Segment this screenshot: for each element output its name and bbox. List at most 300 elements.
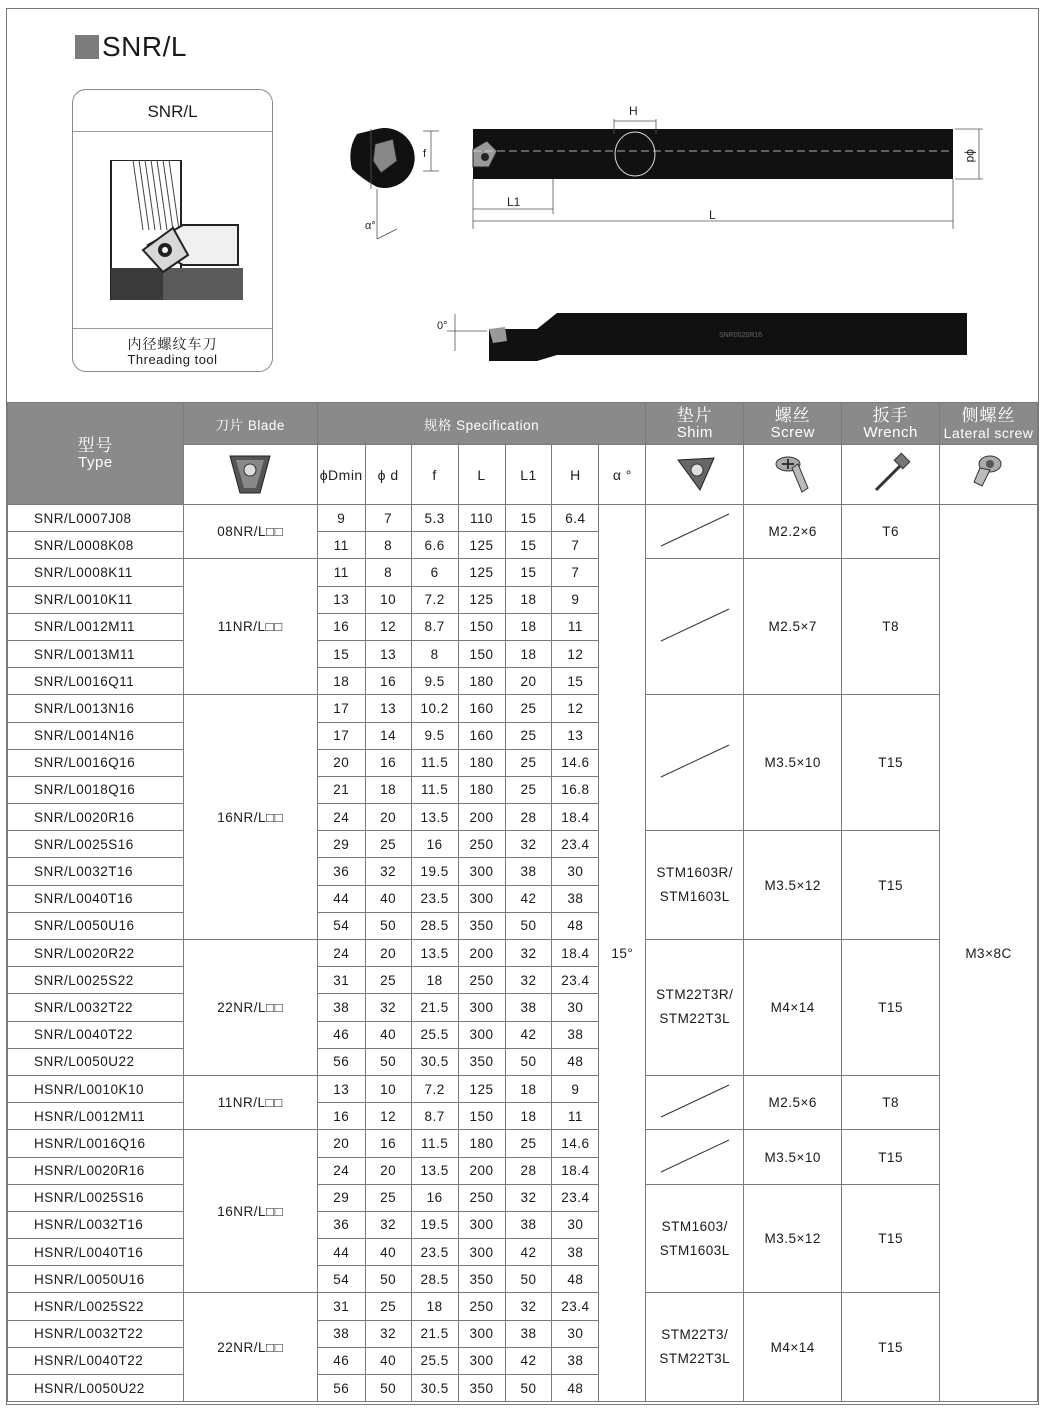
- cell-dmin: 15: [317, 640, 365, 667]
- subheader-alpha: α °: [599, 445, 646, 505]
- cell-f: 9.5: [411, 668, 458, 695]
- cell-L1: 15: [505, 559, 552, 586]
- table-row: [8, 695, 1038, 722]
- top-section: [7, 9, 1038, 402]
- cell-L1: 18: [505, 1075, 552, 1102]
- cell-L1: 50: [505, 1375, 552, 1402]
- cell-L1: 18: [505, 640, 552, 667]
- cell-L: 150: [458, 640, 505, 667]
- cell-f: 8: [411, 640, 458, 667]
- cell-d: 50: [365, 1266, 411, 1293]
- cell-d: 20: [365, 804, 411, 831]
- cell-L1: 25: [505, 1130, 552, 1157]
- wrench-icon: [842, 445, 940, 505]
- cell-dmin: 24: [317, 940, 365, 967]
- cell-H: 48: [552, 912, 599, 939]
- cell-d: 32: [365, 858, 411, 885]
- cell-L: 300: [458, 1320, 505, 1347]
- cell-H: 23.4: [552, 1293, 599, 1320]
- cell-f: 16: [411, 831, 458, 858]
- shim-icon: [646, 445, 744, 505]
- cell-type: SNR/L0008K11: [8, 559, 184, 586]
- cell-d: 50: [365, 1375, 411, 1402]
- cell-d: 25: [365, 1293, 411, 1320]
- cell-wrench: T15: [842, 831, 940, 940]
- cell-d: 7: [365, 505, 411, 532]
- cell-f: 25.5: [411, 1021, 458, 1048]
- cell-L: 180: [458, 776, 505, 803]
- cell-type: SNR/L0050U16: [8, 912, 184, 939]
- cell-d: 16: [365, 1130, 411, 1157]
- cell-dmin: 17: [317, 722, 365, 749]
- cell-L: 160: [458, 722, 505, 749]
- cell-H: 12: [552, 640, 599, 667]
- cell-dmin: 44: [317, 885, 365, 912]
- cell-L1: 18: [505, 613, 552, 640]
- cell-screw: M4×14: [744, 1293, 842, 1402]
- cell-H: 18.4: [552, 1157, 599, 1184]
- cell-type: SNR/L0050U22: [8, 1048, 184, 1075]
- cell-shim: STM22T3/ STM22T3L: [646, 1293, 744, 1402]
- cell-L: 250: [458, 1293, 505, 1320]
- cell-L: 300: [458, 1347, 505, 1374]
- subheader-d: ϕ d: [365, 445, 411, 505]
- cell-L: 250: [458, 1184, 505, 1211]
- no-shim-slash: [657, 1081, 733, 1121]
- card-divider: [73, 328, 272, 329]
- cell-screw: M3.5×12: [744, 1184, 842, 1293]
- cell-f: 23.5: [411, 885, 458, 912]
- blade-icon: [183, 445, 317, 505]
- cell-type: SNR/L0025S16: [8, 831, 184, 858]
- cell-L: 200: [458, 1157, 505, 1184]
- cell-f: 21.5: [411, 994, 458, 1021]
- cell-dmin: 29: [317, 831, 365, 858]
- dim-L1-label: L1: [507, 195, 521, 209]
- cell-L1: 50: [505, 1048, 552, 1075]
- cell-H: 14.6: [552, 749, 599, 776]
- cell-H: 11: [552, 1103, 599, 1130]
- cell-blade: 11NR/L□□: [183, 559, 317, 695]
- cell-shim-none: [646, 695, 744, 831]
- cell-f: 13.5: [411, 940, 458, 967]
- cell-d: 16: [365, 668, 411, 695]
- cell-type: SNR/L0040T22: [8, 1021, 184, 1048]
- cell-wrench: T8: [842, 559, 940, 695]
- cell-L: 110: [458, 505, 505, 532]
- cell-f: 7.2: [411, 1075, 458, 1102]
- cell-H: 7: [552, 532, 599, 559]
- cell-dmin: 24: [317, 1157, 365, 1184]
- cell-shim: STM1603/ STM1603L: [646, 1184, 744, 1293]
- cell-L: 300: [458, 858, 505, 885]
- cell-dmin: 44: [317, 1239, 365, 1266]
- subheader-f: f: [411, 445, 458, 505]
- cell-type: HSNR/L0050U16: [8, 1266, 184, 1293]
- no-shim-slash: [657, 1136, 733, 1176]
- cell-blade: 16NR/L□□: [183, 695, 317, 940]
- cell-screw: M3.5×10: [744, 1130, 842, 1184]
- cell-L1: 28: [505, 804, 552, 831]
- cell-d: 32: [365, 994, 411, 1021]
- cell-type: HSNR/L0020R16: [8, 1157, 184, 1184]
- cell-wrench: T15: [842, 1130, 940, 1184]
- cell-shim-none: [646, 1130, 744, 1184]
- cell-dmin: 54: [317, 1266, 365, 1293]
- cell-screw: M4×14: [744, 940, 842, 1076]
- cell-L: 300: [458, 1239, 505, 1266]
- no-shim-slash: [657, 510, 733, 550]
- header-type: 型号 Type: [8, 403, 184, 505]
- table-row: [8, 940, 1038, 967]
- cell-screw: M2.5×6: [744, 1075, 842, 1129]
- cell-dmin: 20: [317, 1130, 365, 1157]
- tool-card: [72, 89, 273, 372]
- cell-d: 50: [365, 1048, 411, 1075]
- cell-d: 32: [365, 1320, 411, 1347]
- cell-dmin: 9: [317, 505, 365, 532]
- cell-L: 250: [458, 831, 505, 858]
- cell-H: 16.8: [552, 776, 599, 803]
- cell-H: 23.4: [552, 1184, 599, 1211]
- cell-L: 300: [458, 1211, 505, 1238]
- cell-L1: 32: [505, 1293, 552, 1320]
- title-marker-square: [75, 35, 99, 59]
- cell-d: 40: [365, 1347, 411, 1374]
- subheader-dmin: ϕDmin: [317, 445, 365, 505]
- cell-type: SNR/L0020R22: [8, 940, 184, 967]
- cell-H: 11: [552, 613, 599, 640]
- cell-dmin: 29: [317, 1184, 365, 1211]
- cell-type: SNR/L0014N16: [8, 722, 184, 749]
- cell-H: 9: [552, 586, 599, 613]
- cell-d: 40: [365, 1239, 411, 1266]
- subheader-L: L: [458, 445, 505, 505]
- cell-L1: 25: [505, 776, 552, 803]
- cell-type: SNR/L0016Q16: [8, 749, 184, 776]
- cell-f: 28.5: [411, 1266, 458, 1293]
- cell-dmin: 54: [317, 912, 365, 939]
- cell-d: 12: [365, 613, 411, 640]
- spec-table: [7, 402, 1038, 1402]
- cell-wrench: T15: [842, 940, 940, 1076]
- cell-f: 13.5: [411, 804, 458, 831]
- cell-d: 40: [365, 1021, 411, 1048]
- cell-blade: 11NR/L□□: [183, 1075, 317, 1129]
- cell-type: SNR/L0012M11: [8, 613, 184, 640]
- cell-dmin: 11: [317, 532, 365, 559]
- cell-H: 14.6: [552, 1130, 599, 1157]
- cell-dmin: 11: [317, 559, 365, 586]
- cell-H: 7: [552, 559, 599, 586]
- cell-d: 32: [365, 1211, 411, 1238]
- cell-type: SNR/L0013N16: [8, 695, 184, 722]
- cell-f: 30.5: [411, 1048, 458, 1075]
- cell-type: SNR/L0013M11: [8, 640, 184, 667]
- cell-d: 13: [365, 695, 411, 722]
- cell-type: SNR/L0016Q11: [8, 668, 184, 695]
- subheader-L1: L1: [505, 445, 552, 505]
- cell-H: 48: [552, 1266, 599, 1293]
- table-row: [8, 1130, 1038, 1157]
- cell-shim-none: [646, 559, 744, 695]
- cell-f: 28.5: [411, 912, 458, 939]
- cell-f: 30.5: [411, 1375, 458, 1402]
- cell-L1: 18: [505, 1103, 552, 1130]
- cell-H: 23.4: [552, 967, 599, 994]
- dim-L-label: L: [709, 208, 716, 222]
- cell-f: 25.5: [411, 1347, 458, 1374]
- cell-f: 10.2: [411, 695, 458, 722]
- cell-L1: 25: [505, 695, 552, 722]
- cell-L: 150: [458, 613, 505, 640]
- cell-type: SNR/L0040T16: [8, 885, 184, 912]
- cell-dmin: 13: [317, 586, 365, 613]
- cell-f: 19.5: [411, 858, 458, 885]
- cell-d: 10: [365, 586, 411, 613]
- cell-dmin: 31: [317, 1293, 365, 1320]
- cell-H: 15: [552, 668, 599, 695]
- cell-d: 14: [365, 722, 411, 749]
- table-row: [8, 1293, 1038, 1320]
- table-row: [8, 831, 1038, 858]
- cell-L: 180: [458, 668, 505, 695]
- cell-H: 30: [552, 858, 599, 885]
- header-lateral-screw: 侧螺丝 Lateral screw: [940, 403, 1038, 445]
- dim-alpha-label: α°: [365, 220, 376, 232]
- cell-L1: 25: [505, 749, 552, 776]
- cell-L: 125: [458, 586, 505, 613]
- page-title: [75, 31, 187, 63]
- dim-zero-label: 0°: [437, 320, 448, 332]
- cell-type: HSNR/L0025S16: [8, 1184, 184, 1211]
- lateral-screw-icon: [940, 445, 1038, 505]
- cell-f: 6: [411, 559, 458, 586]
- cell-H: 6.4: [552, 505, 599, 532]
- cell-dmin: 16: [317, 613, 365, 640]
- cell-dmin: 56: [317, 1048, 365, 1075]
- cell-screw: M3.5×10: [744, 695, 842, 831]
- cell-dmin: 36: [317, 1211, 365, 1238]
- cell-type: HSNR/L0050U22: [8, 1375, 184, 1402]
- cell-L1: 38: [505, 994, 552, 1021]
- header-specification: 规格 Specification: [317, 403, 646, 445]
- cell-lateral-screw: M3×8C: [940, 505, 1038, 1402]
- cell-f: 23.5: [411, 1239, 458, 1266]
- cell-f: 18: [411, 967, 458, 994]
- no-shim-slash: [657, 741, 733, 781]
- cell-type: HSNR/L0032T16: [8, 1211, 184, 1238]
- technical-drawing: [327, 89, 1007, 389]
- cell-L1: 28: [505, 1157, 552, 1184]
- subheader-H: H: [552, 445, 599, 505]
- cell-L1: 38: [505, 858, 552, 885]
- header-wrench: 扳手 Wrench: [842, 403, 940, 445]
- cell-f: 9.5: [411, 722, 458, 749]
- cell-d: 20: [365, 1157, 411, 1184]
- header-shim: 垫片 Shim: [646, 403, 744, 445]
- cell-dmin: 16: [317, 1103, 365, 1130]
- cell-wrench: T6: [842, 505, 940, 559]
- cell-L: 300: [458, 885, 505, 912]
- card-title: SNR/L: [147, 102, 198, 121]
- cell-f: 11.5: [411, 1130, 458, 1157]
- cell-dmin: 13: [317, 1075, 365, 1102]
- end-view: [350, 128, 439, 239]
- cell-type: SNR/L0010K11: [8, 586, 184, 613]
- cell-dmin: 56: [317, 1375, 365, 1402]
- cell-H: 13: [552, 722, 599, 749]
- cell-f: 6.6: [411, 532, 458, 559]
- cell-screw: M2.5×7: [744, 559, 842, 695]
- cell-dmin: 31: [317, 967, 365, 994]
- cell-H: 48: [552, 1048, 599, 1075]
- card-label-en: Threading tool: [127, 352, 218, 367]
- cell-H: 18.4: [552, 804, 599, 831]
- cell-alpha: 15°: [599, 505, 646, 1402]
- cell-L: 350: [458, 1048, 505, 1075]
- cell-wrench: T15: [842, 1293, 940, 1402]
- cell-dmin: 24: [317, 804, 365, 831]
- cell-L1: 42: [505, 1347, 552, 1374]
- cell-type: SNR/L0025S22: [8, 967, 184, 994]
- title-text: SNR/L: [102, 31, 187, 62]
- cell-d: 10: [365, 1075, 411, 1102]
- side-view: [473, 104, 983, 229]
- cell-L1: 32: [505, 1184, 552, 1211]
- cell-type: SNR/L0018Q16: [8, 776, 184, 803]
- dim-f-label: f: [423, 148, 427, 160]
- cell-L1: 50: [505, 912, 552, 939]
- cell-H: 18.4: [552, 940, 599, 967]
- cell-dmin: 46: [317, 1347, 365, 1374]
- cell-wrench: T15: [842, 1184, 940, 1293]
- cell-type: HSNR/L0010K10: [8, 1075, 184, 1102]
- cell-H: 9: [552, 1075, 599, 1102]
- catalog-sheet: [6, 8, 1039, 1405]
- cell-L: 125: [458, 532, 505, 559]
- cell-L: 180: [458, 1130, 505, 1157]
- cell-dmin: 36: [317, 858, 365, 885]
- cell-L: 250: [458, 967, 505, 994]
- cell-L1: 50: [505, 1266, 552, 1293]
- cell-type: SNR/L0007J08: [8, 505, 184, 532]
- cell-shim: STM22T3R/ STM22T3L: [646, 940, 744, 1076]
- cell-blade: 22NR/L□□: [183, 940, 317, 1076]
- cell-L1: 38: [505, 1211, 552, 1238]
- cell-L1: 42: [505, 1021, 552, 1048]
- cell-f: 7.2: [411, 586, 458, 613]
- cell-d: 40: [365, 885, 411, 912]
- cell-dmin: 17: [317, 695, 365, 722]
- cell-L1: 32: [505, 940, 552, 967]
- cell-d: 20: [365, 940, 411, 967]
- cell-type: SNR/L0020R16: [8, 804, 184, 831]
- cell-L: 350: [458, 912, 505, 939]
- card-divider: [73, 131, 272, 132]
- cell-L1: 18: [505, 586, 552, 613]
- cell-L1: 15: [505, 505, 552, 532]
- cell-d: 25: [365, 831, 411, 858]
- cell-L: 350: [458, 1375, 505, 1402]
- cell-L: 200: [458, 804, 505, 831]
- table-row: [8, 1184, 1038, 1211]
- cell-type: HSNR/L0032T22: [8, 1320, 184, 1347]
- cell-H: 38: [552, 1239, 599, 1266]
- cell-shim: STM1603R/ STM1603L: [646, 831, 744, 940]
- cell-type: HSNR/L0040T22: [8, 1347, 184, 1374]
- cell-type: SNR/L0008K08: [8, 532, 184, 559]
- cell-dmin: 46: [317, 1021, 365, 1048]
- cell-L: 125: [458, 1075, 505, 1102]
- cell-H: 48: [552, 1375, 599, 1402]
- cell-L1: 38: [505, 1320, 552, 1347]
- cell-H: 30: [552, 994, 599, 1021]
- cell-f: 16: [411, 1184, 458, 1211]
- spec-table-body: [8, 505, 1038, 1402]
- perspective-view: [437, 313, 967, 361]
- card-label-zh: 内径螺纹车刀: [127, 336, 218, 352]
- cell-d: 50: [365, 912, 411, 939]
- cell-type: HSNR/L0016Q16: [8, 1130, 184, 1157]
- cell-L: 150: [458, 1103, 505, 1130]
- cell-screw: M2.2×6: [744, 505, 842, 559]
- cell-type: HSNR/L0025S22: [8, 1293, 184, 1320]
- cell-L1: 32: [505, 831, 552, 858]
- cell-f: 5.3: [411, 505, 458, 532]
- table-row: [8, 1075, 1038, 1102]
- cell-d: 25: [365, 967, 411, 994]
- cell-blade: 16NR/L□□: [183, 1130, 317, 1293]
- cell-L: 200: [458, 940, 505, 967]
- cell-f: 21.5: [411, 1320, 458, 1347]
- cell-L: 125: [458, 559, 505, 586]
- cell-L: 180: [458, 749, 505, 776]
- header-blade: 刀片 Blade: [183, 403, 317, 445]
- cell-L1: 42: [505, 885, 552, 912]
- cell-type: SNR/L0032T22: [8, 994, 184, 1021]
- cell-d: 13: [365, 640, 411, 667]
- cell-wrench: T15: [842, 695, 940, 831]
- cell-H: 12: [552, 695, 599, 722]
- cell-H: 23.4: [552, 831, 599, 858]
- cell-f: 8.7: [411, 1103, 458, 1130]
- cell-type: SNR/L0032T16: [8, 858, 184, 885]
- cell-L1: 42: [505, 1239, 552, 1266]
- cell-H: 38: [552, 885, 599, 912]
- cell-screw: M3.5×12: [744, 831, 842, 940]
- cell-dmin: 21: [317, 776, 365, 803]
- cell-f: 19.5: [411, 1211, 458, 1238]
- cell-H: 38: [552, 1347, 599, 1374]
- dim-d-label: ϕd: [964, 149, 978, 163]
- cell-blade: 22NR/L□□: [183, 1293, 317, 1402]
- cell-L: 300: [458, 1021, 505, 1048]
- no-shim-slash: [657, 605, 733, 645]
- cell-H: 30: [552, 1320, 599, 1347]
- cell-f: 13.5: [411, 1157, 458, 1184]
- cell-d: 18: [365, 776, 411, 803]
- cell-d: 16: [365, 749, 411, 776]
- cell-H: 30: [552, 1211, 599, 1238]
- cell-f: 11.5: [411, 776, 458, 803]
- cell-L1: 25: [505, 722, 552, 749]
- cell-type: HSNR/L0012M11: [8, 1103, 184, 1130]
- cell-blade: 08NR/L□□: [183, 505, 317, 559]
- cell-L1: 15: [505, 532, 552, 559]
- cell-dmin: 38: [317, 994, 365, 1021]
- cell-d: 8: [365, 559, 411, 586]
